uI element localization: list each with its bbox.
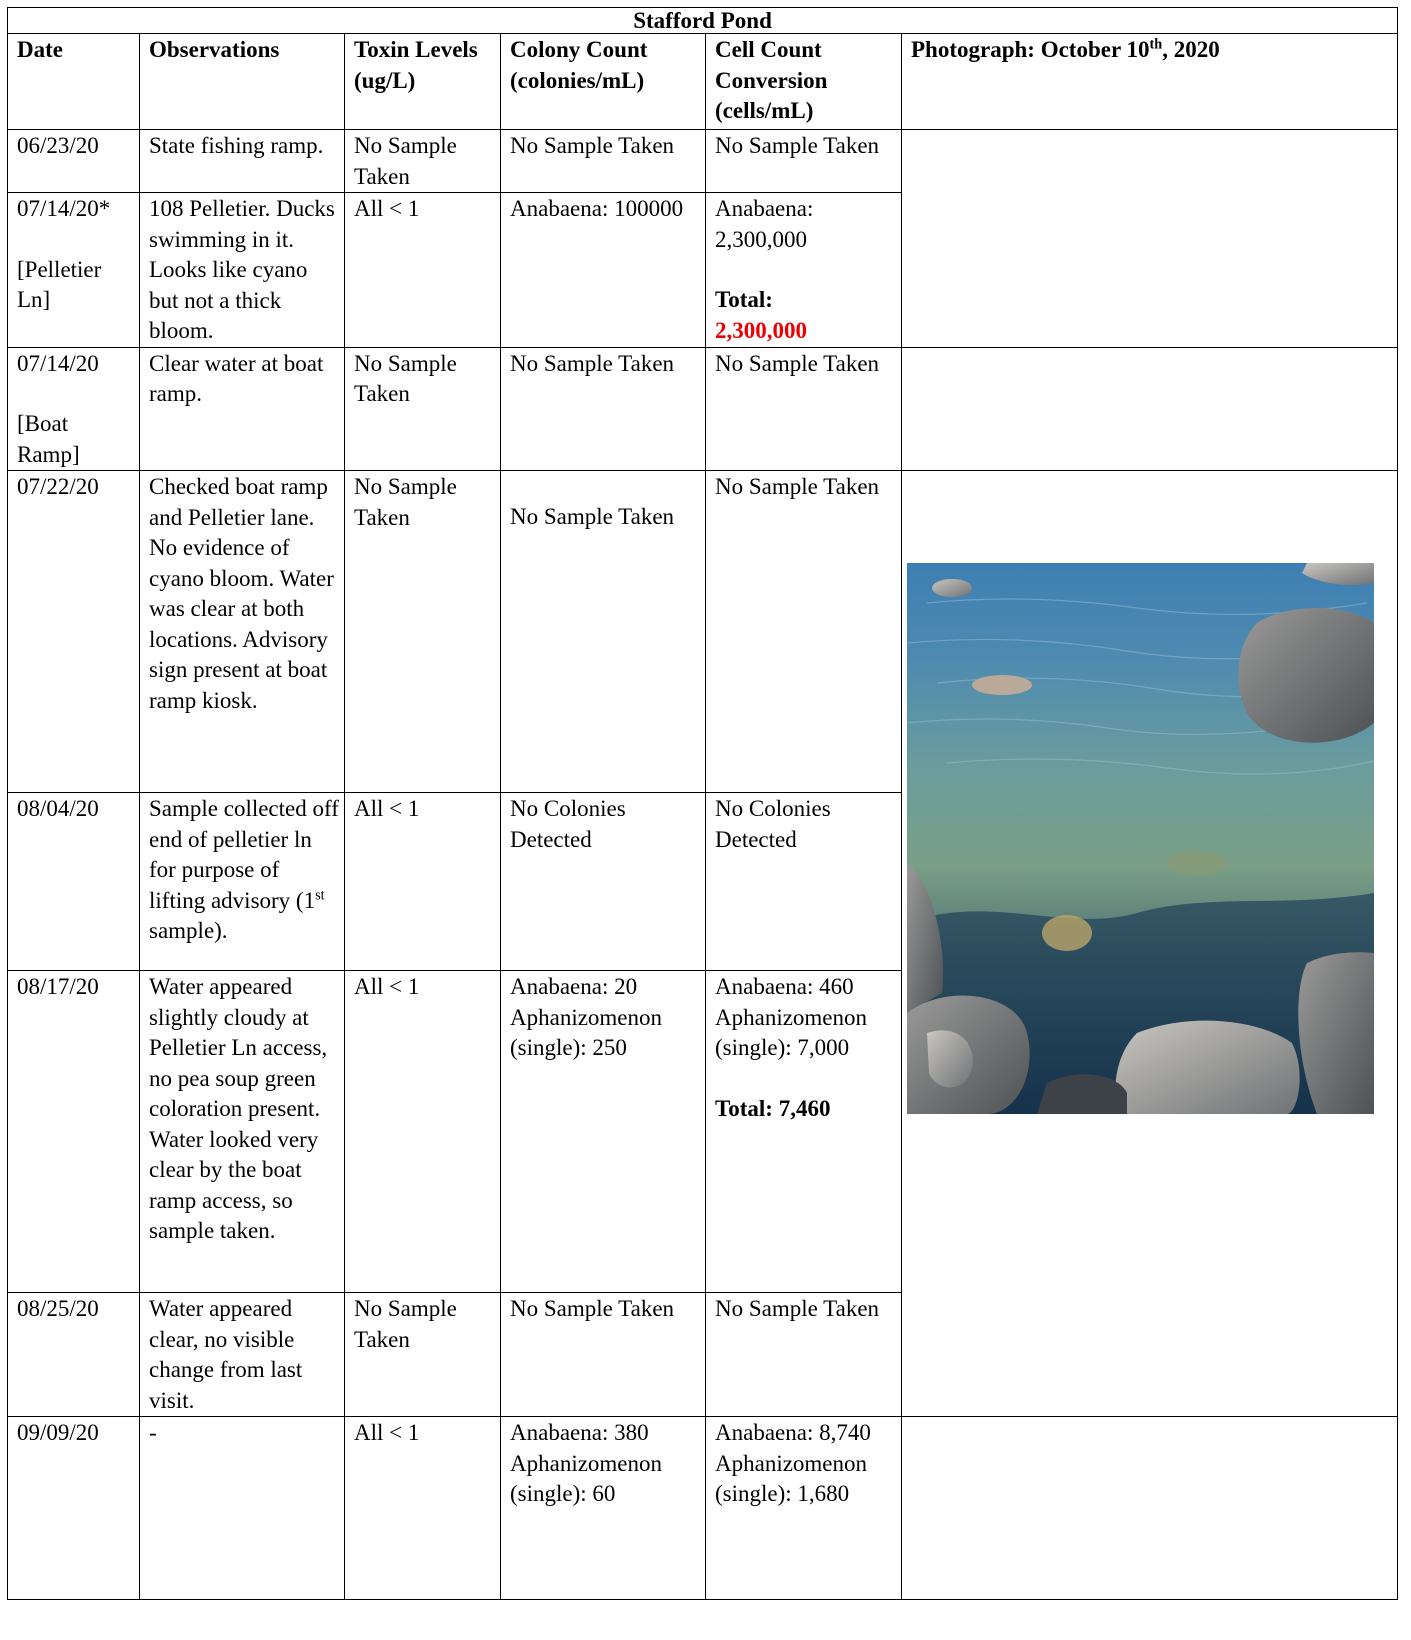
cell-cell-count: Anabaena: 2,300,000 Total: 2,300,000 xyxy=(706,193,902,348)
cell-cell-count: Anabaena: 460 Aphanizomenon (single): 7,000 Total: 7,460 xyxy=(706,971,902,1293)
table-row xyxy=(8,1417,1398,1600)
cell-observation: Checked boat ramp and Pelletier lane. No evidence of cyano bloom. Water was clear at both locations. Advisory sign present at boat ramp kiosk. xyxy=(140,471,345,793)
cell-colony: No Sample Taken xyxy=(501,1293,706,1417)
cell-toxin: No Sample Taken xyxy=(345,1293,501,1417)
cell-cell-count: No Colonies Detected xyxy=(706,793,902,971)
stafford-pond-table xyxy=(7,7,1398,1600)
cell-photo-empty xyxy=(902,130,1398,348)
header-date: Date xyxy=(8,34,140,130)
cell-date: 07/14/20 [Boat Ramp] xyxy=(8,347,140,471)
table-title: Stafford Pond xyxy=(8,8,1398,34)
cell-date: 08/25/20 xyxy=(8,1293,140,1417)
cell-cell-count: No Sample Taken xyxy=(706,347,902,471)
cell-colony: No Sample Taken xyxy=(501,471,706,793)
header-toxin: Toxin Levels (ug/L) xyxy=(345,34,501,130)
header-photograph: Photograph: October 10th, 2020 xyxy=(902,34,1398,130)
cell-toxin: No Sample Taken xyxy=(345,471,501,793)
cell-colony: Anabaena: 20 Aphanizomenon (single): 250 xyxy=(501,971,706,1293)
header-row xyxy=(8,34,1398,130)
cell-photo-empty xyxy=(902,1417,1398,1600)
cell-colony: Anabaena: 380 Aphanizomenon (single): 60 xyxy=(501,1417,706,1600)
cell-observation: Water appeared slightly cloudy at Pelletier Ln access, no pea soup green coloration present. Water looked very clear by the boat ramp access, so sample taken. xyxy=(140,971,345,1293)
cell-observation: 108 Pelletier. Ducks swimming in it. Looks like cyano but not a thick bloom. xyxy=(140,193,345,348)
cell-colony: Anabaena: 100000 xyxy=(501,193,706,348)
total-value: 2,300,000 xyxy=(715,317,807,343)
cell-date: 07/22/20 xyxy=(8,471,140,793)
cell-toxin: All < 1 xyxy=(345,193,501,348)
title-row xyxy=(8,8,1398,34)
cell-photo-empty xyxy=(902,347,1398,471)
pond-photograph xyxy=(907,563,1374,1114)
cell-date: 06/23/20 xyxy=(8,130,140,193)
cell-cell-count: No Sample Taken xyxy=(706,130,902,193)
table-row xyxy=(8,130,1398,193)
cell-observation: Clear water at boat ramp. xyxy=(140,347,345,471)
pond-water-rocks-image xyxy=(907,563,1374,1114)
location-label: [Pelletier Ln] xyxy=(17,256,102,312)
cell-date: 09/09/20 xyxy=(8,1417,140,1600)
cell-cell-count: Anabaena: 8,740 Aphanizomenon (single): 1,680 xyxy=(706,1417,902,1600)
cell-date: 08/17/20 xyxy=(8,971,140,1293)
cell-colony: No Sample Taken xyxy=(501,130,706,193)
header-observations: Observations xyxy=(140,34,345,130)
cell-toxin: All < 1 xyxy=(345,793,501,971)
location-label: [Boat Ramp] xyxy=(17,411,80,467)
total-label: Total: xyxy=(715,287,773,312)
total-value: Total: 7,460 xyxy=(715,1095,831,1121)
table-row xyxy=(8,471,1398,793)
cell-observation: - xyxy=(140,1417,345,1600)
table-row xyxy=(8,347,1398,471)
cell-cell-count: No Sample Taken xyxy=(706,1293,902,1417)
cell-observation: Sample collected off end of pelletier ln for purpose of lifting advisory (1st sample). xyxy=(140,793,345,971)
cell-toxin: All < 1 xyxy=(345,1417,501,1600)
cell-photo xyxy=(902,471,1398,1417)
header-colony: Colony Count (colonies/mL) xyxy=(501,34,706,130)
cell-observation: Water appeared clear, no visible change from last visit. xyxy=(140,1293,345,1417)
header-cell: Cell Count Conversion (cells/mL) xyxy=(706,34,902,130)
cell-colony: No Colonies Detected xyxy=(501,793,706,971)
cell-toxin: No Sample Taken xyxy=(345,347,501,471)
cell-cell-count: No Sample Taken xyxy=(706,471,902,793)
cell-toxin: All < 1 xyxy=(345,971,501,1293)
cell-observation: State fishing ramp. xyxy=(140,130,345,193)
cell-date: 07/14/20* [Pelletier Ln] xyxy=(8,193,140,348)
cell-colony: No Sample Taken xyxy=(501,347,706,471)
cell-toxin: No Sample Taken xyxy=(345,130,501,193)
cell-date: 08/04/20 xyxy=(8,793,140,971)
